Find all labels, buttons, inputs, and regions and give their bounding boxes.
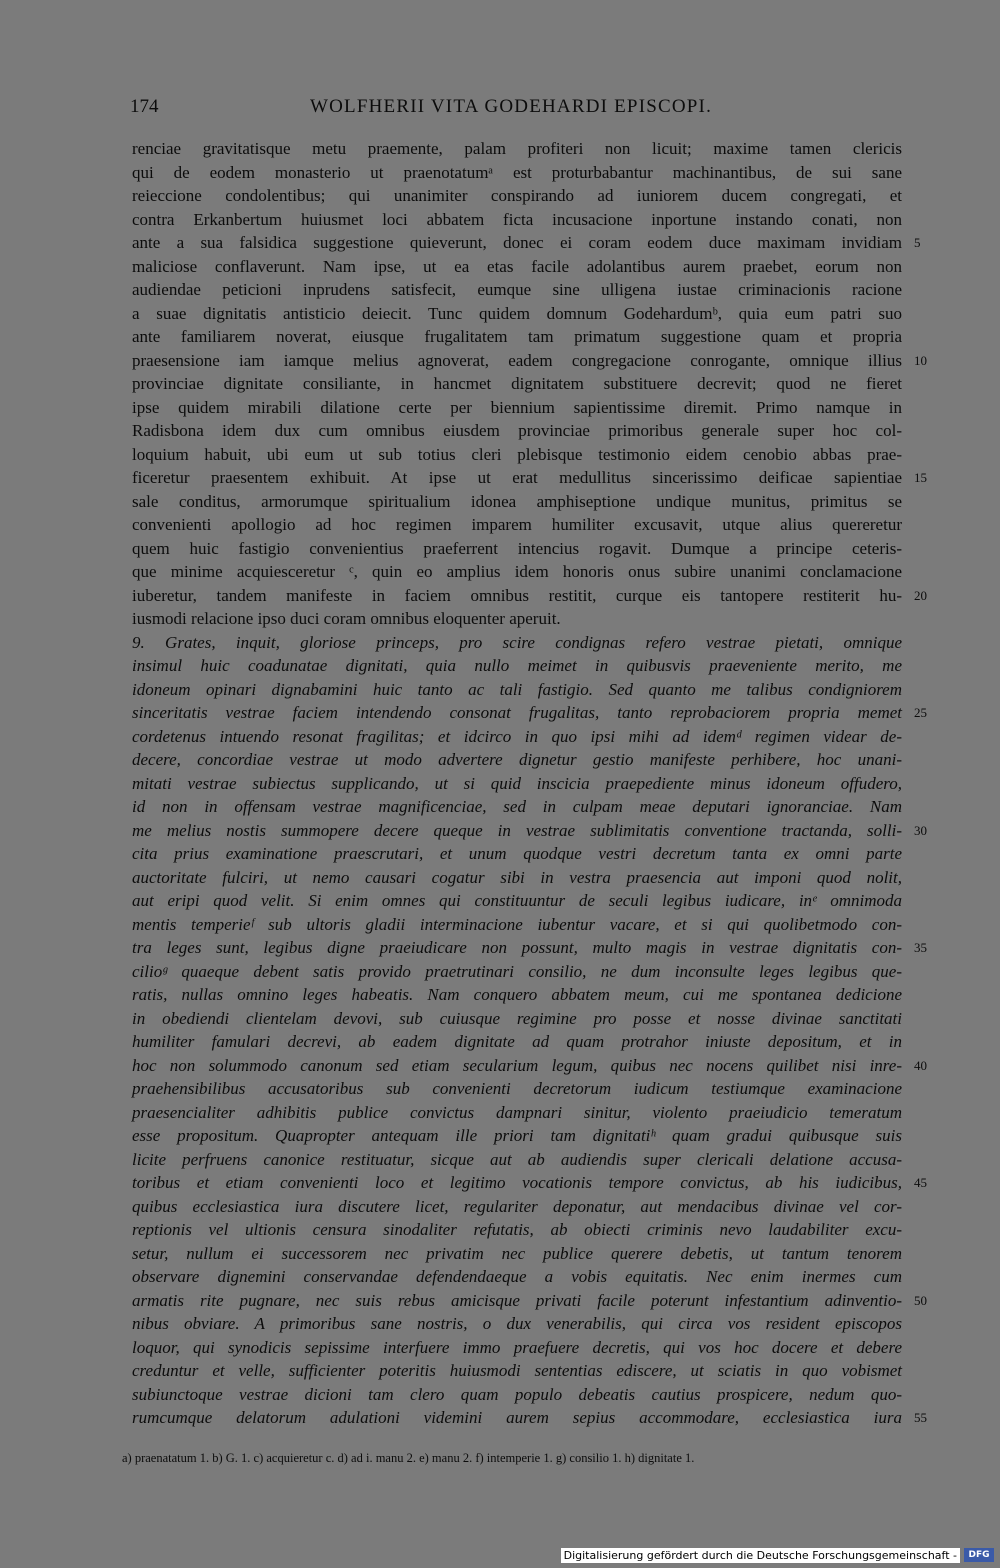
text-line: [132, 137, 907, 161]
line-text: in obediendi clientelam devovi, sub cuiusque regimine pro posse et nosse divinae sanctitati: [132, 1008, 902, 1028]
text-line: [132, 701, 927, 725]
text-line: [132, 983, 907, 1007]
line-text: qui de eodem monasterio ut praenotatumᵃ est proturbabantur machinantibus, de sui sane: [132, 162, 902, 182]
line-text: ante familiarem noverat, eiusque frugalitatem tam primatum suggestione quam et propria: [132, 327, 902, 346]
line-text: ante a sua falsidica suggestione quieverunt, donec ei coram eodem duce maximam invidiam: [132, 233, 902, 252]
text-line: [132, 607, 907, 631]
line-text: sinceritatis vestrae faciem intendendo consonat frugalitas, tanto reprobaciorem propria memet: [132, 703, 902, 722]
text-line: [132, 184, 907, 208]
line-text: auctoritate fulciri, ut nemo causari cogatur sibi in vestra praesencia aut imponi quod nolit,: [132, 867, 902, 887]
line-number: 25: [914, 705, 927, 720]
text-line: [132, 819, 927, 843]
line-number: 20: [914, 587, 927, 603]
line-text: decere, concordiae vestrae ut modo advertere dignetur gestio manifeste perhibere, hoc unani-: [132, 750, 902, 769]
text-line: [132, 1242, 907, 1266]
line-text: me melius nostis summopere decere queque in vestrae sublimitatis conventione tractanda, solli-: [132, 820, 902, 840]
line-text: setur, nullum ei successorem nec privatim nec publice querere debetis, ut tantum tenorem: [132, 1243, 902, 1263]
line-text: mitati vestrae subiectus supplicando, ut si quid inscicia praepediente minus idoneum offudero,: [132, 773, 902, 793]
text-line: [132, 325, 907, 349]
line-text: insimul huic coadunatae dignitati, quia nullo meimet in quibusvis praeveniente merito, me: [132, 656, 902, 675]
text-line: [132, 1265, 907, 1289]
text-line: [132, 1171, 927, 1195]
line-text: esse propositum. Quapropter antequam ille priori tam dignitatiʰ quam gradui quibusque suis: [132, 1126, 902, 1145]
text-line: [132, 231, 921, 255]
line-text: nibus obviare. A primoribus sane nostris, o dux venerabilis, qui circa vos resident episcopos: [132, 1314, 902, 1333]
running-title: WOLFHERII VITA GODEHARDI EPISCOPI.: [310, 96, 713, 117]
line-text: cordetenus intuendo resonat fragilitas; et idcirco in quo ipsi mihi ad idemᵈ regimen videar de-: [132, 726, 902, 746]
line-text: subiunctoque vestrae dicioni tam clero quam populo debeatis cautius prospicere, nedum quo-: [132, 1384, 902, 1404]
text-line: [132, 255, 907, 279]
body-text: [132, 137, 927, 1430]
line-text: reptionis vel ultionis censura sinodaliter refutatis, ab obiecti criminis nevo laudabiliter excu-: [132, 1220, 902, 1239]
line-number: 45: [914, 1175, 927, 1190]
line-text: convenienti apollogio ad hoc regimen imparem humiliter excusavit, utque alius quereretur: [132, 515, 902, 534]
text-line: [132, 490, 907, 514]
digitization-credit: [561, 1546, 994, 1564]
line-text: quem huic fastigio convenientius praeferrent intencius rogavit. Dumque a principe ceteris-: [132, 538, 902, 558]
text-line: [132, 631, 907, 655]
text-line: [132, 161, 907, 185]
text-line: [132, 1406, 927, 1430]
line-text: quibus ecclesiastica iura discutere licet, regulariter deponatur, aut mendacibus divinae vel cor-: [132, 1196, 902, 1216]
line-text: maliciose conflaverunt. Nam ipse, ut ea etas facile adolantibus aurem praebet, eorum non: [132, 256, 902, 276]
line-text: tra leges sunt, legibus digne praeiudicare non possunt, multo magis in vestrae dignitatis con-: [132, 938, 902, 957]
footnotes: a) praenatatum 1. b) G. 1. c) acquieretur c. d) ad i. manu 2. e) manu 2. f) intemperie 1. g) consilio 1. h) dignitate 1.: [122, 1451, 695, 1465]
text-line: [132, 443, 907, 467]
line-text: licite perfruens canonice restituatur, sicque aut ab audiendis super clericali delatione accusa-: [132, 1149, 902, 1169]
line-number: 30: [914, 822, 927, 838]
text-line: [132, 936, 927, 960]
line-text: aut eripi quod velit. Si enim omnes qui constituuntur de seculi legibus iudicare, inᵉ omnimoda: [132, 891, 902, 910]
line-text: humiliter famulari decrevi, ab eadem dignitate ad quam protrahor iniuste depositum, et in: [132, 1032, 902, 1051]
line-text: cita prius examinatione praescrutari, et unum quodque vestri decretum tanta ex omni parte: [132, 844, 902, 863]
text-line: [132, 208, 907, 232]
line-text: 9. Grates, inquit, gloriose princeps, pro scire condignas refero vestrae pietati, omnique: [132, 632, 902, 652]
line-number: 5: [914, 235, 921, 250]
line-number: 35: [914, 940, 927, 955]
line-text: Radisbona idem dux cum omnibus eiusdem provinciae primoribus generale super hoc col-: [132, 421, 902, 440]
text-line: [132, 654, 907, 678]
text-line: [132, 1289, 927, 1313]
text-line: [132, 302, 907, 326]
text-line: [132, 1124, 907, 1148]
text-line: [132, 1195, 907, 1219]
line-text: provinciae dignitate consiliante, in hancmet dignitatem substituere decrevit; quod ne fieret: [132, 374, 902, 393]
text-line: [132, 466, 927, 490]
text-line: [132, 1148, 907, 1172]
text-line: [132, 1218, 907, 1242]
dfg-logo-icon: DFG: [964, 1548, 994, 1562]
text-line: [132, 889, 907, 913]
credit-text: Digitalisierung gefördert durch die Deutsche Forschungsgemeinschaft -: [561, 1548, 960, 1563]
text-line: [132, 584, 927, 608]
line-number: 10: [914, 352, 927, 368]
text-line: [132, 1101, 907, 1125]
line-number: 40: [914, 1057, 927, 1073]
line-text: observare dignemini conservandae defendendaeque a vobis equitatis. Nec enim inermes cum: [132, 1267, 902, 1286]
line-text: sale conditus, armorumque spiritualium idonea amphiseptione undique munitus, primitus se: [132, 491, 902, 511]
text-line: [132, 513, 907, 537]
text-line: [132, 349, 927, 373]
text-line: [132, 960, 907, 984]
line-text: renciae gravitatisque metu praemente, palam profiteri non licuit; maxime tamen clericis: [132, 139, 902, 158]
text-line: [132, 842, 907, 866]
text-line: [132, 396, 907, 420]
line-text: que minime acquiesceretur ᶜ, quin eo amplius idem honoris onus subire unanimi conclamacione: [132, 562, 902, 581]
line-number: 50: [914, 1292, 927, 1308]
text-line: [132, 748, 907, 772]
text-line: [132, 1007, 907, 1031]
text-line: [132, 1030, 907, 1054]
text-line: [132, 1312, 907, 1336]
line-text: ficeretur praesentem exhibuit. At ipse ut erat medullitus sincerissimo deificae sapientiae: [132, 468, 902, 487]
text-line: [132, 372, 907, 396]
text-line: [132, 278, 907, 302]
line-text: a suae dignitatis antisticio deiecit. Tunc quidem domnum Godehardumᵇ, quia eum patri suo: [132, 303, 902, 323]
text-line: [132, 795, 907, 819]
text-line: [132, 866, 907, 890]
line-text: reieccione condolentibus; qui unanimiter conspirando ad iuniorem ducem congregati, et: [132, 186, 902, 205]
text-line: [132, 1359, 907, 1383]
line-number: 55: [914, 1410, 927, 1425]
text-line: [132, 1383, 907, 1407]
page-header: [0, 96, 1000, 126]
line-text: idoneum opinari dignabamini huic tanto ac tali fastigio. Sed quanto me talibus condigniorem: [132, 679, 902, 699]
line-text: audiendae peticioni inprudens satisfecit, eumque sine ulligena iustae criminacionis racione: [132, 280, 902, 299]
line-text: loquor, qui synodicis sepissime interfuere immo praefuere decretis, qui vos hoc docere et debere: [132, 1337, 902, 1357]
line-text: praesensione iam iamque melius agnoverat, eadem congregacione conrogante, omnique illius: [132, 350, 902, 370]
text-line: [132, 560, 907, 584]
line-text: praesencialiter adhibitis publice convictus dampnari sinitur, violento praeiudicio temeratum: [132, 1102, 902, 1122]
text-line: [132, 725, 907, 749]
page-number: 174: [130, 96, 159, 117]
line-text: id non in offensam vestrae magnificenciae, sed in culpam meae deputari ignoranciae. Nam: [132, 797, 902, 816]
text-line: [132, 419, 907, 443]
line-text: mentis temperieᶠ sub ultoris gladii interminacione iubentur vacare, et si qui quolibetmodo con-: [132, 914, 902, 934]
line-text: toribus et etiam convenienti loco et legitimo vocationis tempore convictus, ab his iudicibus,: [132, 1173, 902, 1192]
line-text: praehensibilibus accusatoribus sub convenienti decretorum iudicum testiumque examinacione: [132, 1079, 902, 1098]
line-text: iusmodi relacione ipso duci coram omnibus eloquenter aperuit.: [132, 609, 561, 628]
line-text: rumcumque delatorum adulationi videmini aurem sepius accommodare, ecclesiastica iura: [132, 1408, 902, 1427]
text-line: [132, 678, 907, 702]
line-text: hoc non solummodo canonum sed etiam secularium legum, quibus nec nocens quilibet nisi inre-: [132, 1055, 902, 1075]
line-text: armatis rite pugnare, nec suis rebus amicisque privati facile poterunt infestantium adinventio-: [132, 1290, 902, 1310]
line-text: creduntur et velle, sufficienter poteritis huiusmodi sententias ediscere, ut sciatis in quo vobismet: [132, 1361, 902, 1380]
text-line: [132, 537, 907, 561]
text-line: [132, 913, 907, 937]
line-text: cilioᵍ quaeque debent satis provido praetrutinari consilio, ne dum inconsulte leges legibus que-: [132, 961, 902, 981]
line-text: loquium habuit, ubi eum ut sub totius cleri plebisque testimonio eidem cenobio abbas prae-: [132, 444, 902, 464]
text-line: [132, 772, 907, 796]
text-line: [132, 1054, 927, 1078]
line-text: ipse quidem mirabili dilatione certe per biennium sapientissime diremit. Primo namque in: [132, 397, 902, 417]
text-line: [132, 1336, 907, 1360]
text-line: [132, 1077, 907, 1101]
line-text: ratis, nullas omnino leges habeatis. Nam conquero abbatem meum, cui me spontanea dedicione: [132, 985, 902, 1004]
line-text: iuberetur, tandem manifeste in faciem omnibus restitit, curque eis tantopere restiterit hu-: [132, 585, 902, 605]
line-text: contra Erkanbertum huiusmet loci abbatem ficta incusacione inportune instando conati, non: [132, 209, 902, 229]
line-number: 15: [914, 470, 927, 485]
